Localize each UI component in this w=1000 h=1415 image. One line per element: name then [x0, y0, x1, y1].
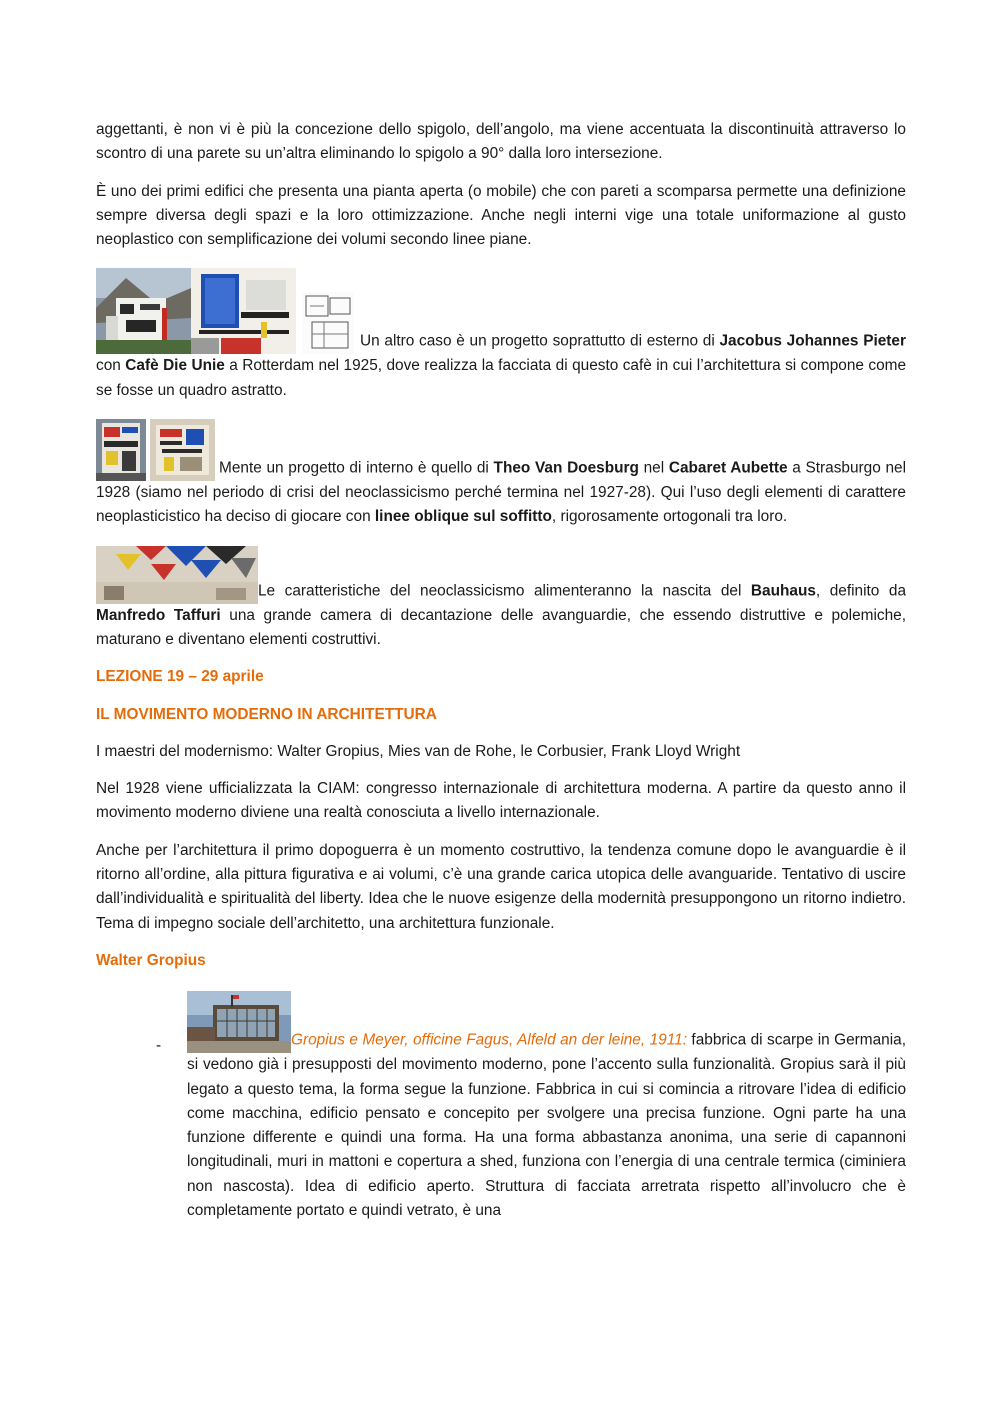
bullet-dash: - — [156, 1037, 162, 1055]
paragraph-maestri: I maestri del modernismo: Walter Gropius, Mies van de Rohe, le Corbusier, Frank Lloyd Wright — [96, 742, 741, 760]
heading-movimento-moderno: IL MOVIMENTO MODERNO IN ARCHITETTURA — [96, 705, 437, 723]
schroder-interior-image — [191, 268, 296, 354]
cafe-die-unie-drawing — [150, 419, 215, 481]
paragraph-4: Mente un progetto di interno è quello di Theo Van Doesburg nel Cabaret Aubette a Strasburgo nel 1928 (siamo nel periodo di crisi del neoclassicismo perché termina nel 1927-28). Qui l’uso degli elementi di carattere neoplasticistico ha deciso di giocare con linee oblique sul soffitto, rigorosamente ortogonali tra loro. — [96, 419, 906, 530]
document-page — [96, 118, 906, 1223]
fagus-caption: Gropius e Meyer, officine Fagus, Alfeld an der leine, 1911: — [291, 1031, 687, 1049]
bullet-paragraph-fagus: Gropius e Meyer, officine Fagus, Alfeld an der leine, 1911: fabbrica di scarpe in Germania, si vedono già i presupposti del movimento moderno, pone l’accento sulla funzionalità. Gropius sarà il più legato a questo tema, la forma segue la funzione. Fabbrica in cui si comincia a ritrovare l’idea di edificio come macchina, edificio pensato e concepito per svolgere una precisa funzione. Ogni parte ha una funzione differente e quindi una forma. Ha una forma abbastanza anonima, una serie di capannoni longitudinali, muri in mattoni e copertura a shed, funziona con l’energia di una centrale termica (ciminiera non nascosta). Idea di edificio aperto. Struttura di facciata arretrata rispetto all’involucro che è completamente portato e quindi vetrato, è una — [187, 991, 906, 1223]
paragraph-ciam: Nel 1928 viene ufficializzata la CIAM: congresso internazionale di architettura moderna. A partire da questo anno il movimento moderno diviene una realtà conosciuta a livello internazionale. — [96, 780, 906, 822]
fagus-factory-photo — [187, 991, 291, 1053]
paragraph-1: aggettanti, è non vi è più la concezione dello spigolo, dell’angolo, ma viene accentuata la discontinuità attraverso lo scontro di una parete su un’altra eliminando lo spigolo a 90° dalla loro intersezione. — [96, 121, 906, 163]
heading-lezione: LEZIONE 19 – 29 aprile — [96, 668, 264, 686]
paragraph-5: Le caratteristiche del neoclassicismo alimenteranno la nascita del Bauhaus, definito da Manfredo Taffuri una grande camera di decantazione delle avanguardie, che essendo distruttive e polemiche, maturano e diventano elementi costruttivi. — [96, 546, 906, 653]
paragraph-2: È uno dei primi edifici che presenta una pianta aperta (o mobile) che con pareti a scomparsa permette una definizione sempre diversa degli spazi e la loro ottimizzazione. Anche negli interni vige una totale uniformazione al gusto neoplastico con semplificazione dei volumi secondo linee piane. — [96, 182, 906, 249]
paragraph-3: Un altro caso è un progetto soprattutto di esterno di Jacobus Johannes Pieter con Cafè Die Unie a Rotterdam nel 1925, dove realizza la facciata di questo cafè in cui l’architettura si compone come se fosse un quadro astratto. — [96, 268, 906, 403]
heading-walter-gropius: Walter Gropius — [96, 951, 206, 969]
cafe-die-unie-photo — [96, 419, 146, 481]
paragraph-dopoguerra: Anche per l’architettura il primo dopoguerra è un momento costruttivo, la tendenza comune dopo le avanguardie è il ritorno all’ordine, alla pittura figurativa e ai volumi, c’è una grande carica utopica delle avanguaride. Tentativo di uscire dall’individualità e spiritualità del liberty. Idea che le nuove esigenze della modernità presuppongono un ritorno indietro. Tema di impegno sociale dell’architetto, una architettura funzionale. — [96, 841, 906, 932]
list-item — [96, 991, 906, 1223]
cabaret-aubette-image — [96, 546, 258, 604]
schroder-house-photo — [96, 268, 191, 354]
schroder-floor-plan — [302, 292, 354, 354]
